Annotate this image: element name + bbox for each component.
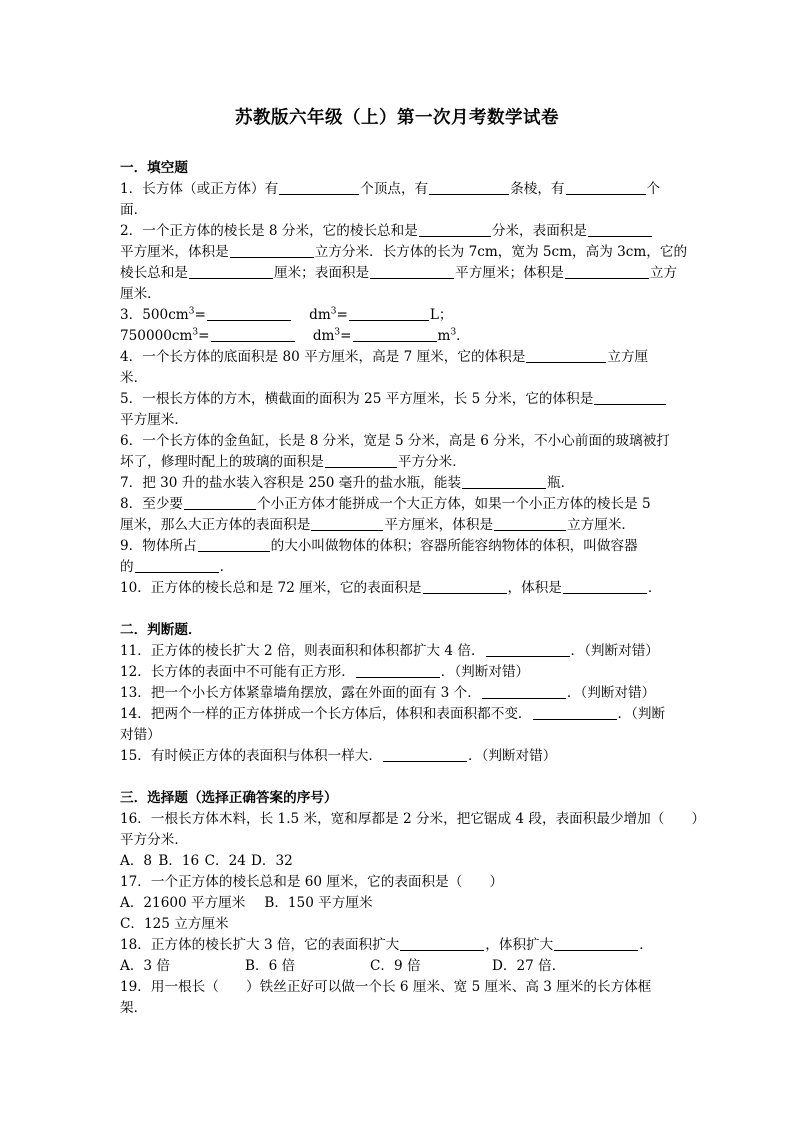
section-fill-heading: 一．填空题 — [120, 160, 188, 176]
option-d[interactable]: D．27 倍． — [492, 958, 566, 974]
question-8-cont: 厘米，那么大正方体的表面积是 平方厘米，体积是 立方厘米． — [120, 517, 636, 533]
option-a[interactable]: A．8 — [120, 853, 153, 869]
question-18: 18．正方体的棱长扩大 3 倍，它的表面积扩大 ，体积扩大 ． — [120, 937, 653, 953]
option-c[interactable]: C．125 立方厘米 — [120, 916, 229, 932]
question-2-cont-3: 厘米． — [120, 286, 161, 302]
question-5: 5．一根长方体的方木，横截面的面积为 25 平方厘米，长 5 分米，它的体积是 — [120, 389, 678, 410]
question-14-cont: 对错） — [120, 727, 161, 743]
option-b[interactable]: B．16 — [158, 853, 200, 869]
answer-blank[interactable] — [594, 390, 666, 405]
answer-blank[interactable] — [588, 222, 652, 237]
question-19-cont: 架． — [120, 1000, 148, 1016]
answer-blank[interactable] — [383, 747, 467, 762]
answer-blank[interactable] — [353, 327, 437, 342]
question-16: 16．一根长方体木料，长 1.5 米，宽和厚都是 2 分米，把它锯成 4 段，表面积最少增加（ ） — [120, 811, 706, 827]
question-13: 13．把一个小长方体紧靠墙角摆放，露在外面的面有 3 个． ．（判断对错） — [120, 685, 656, 701]
answer-blank[interactable] — [135, 558, 219, 573]
answer-blank[interactable] — [198, 537, 270, 552]
answer-blank[interactable] — [526, 348, 606, 363]
option-c[interactable]: C．24 — [204, 853, 246, 869]
answer-blank[interactable] — [370, 264, 454, 279]
question-4-cont: 米． — [120, 370, 148, 386]
question-17-options-cont — [120, 914, 678, 935]
answer-blank[interactable] — [211, 327, 295, 342]
answer-blank[interactable] — [554, 936, 638, 951]
question-9: 9．物体所占 的大小叫做物体的体积；容器所能容纳物体的体积，叫做容器 — [120, 538, 638, 554]
answer-blank[interactable] — [311, 516, 383, 531]
answer-blank[interactable] — [423, 579, 507, 594]
question-10: 10．正方体的棱长总和是 72 厘米，它的表面积是 ，体积是 ． — [120, 580, 662, 596]
option-b[interactable]: B．6 倍 — [245, 958, 296, 974]
question-14: 14．把两个一样的正方体拼成一个长方体后，体积和表面积都不变． ．（判断 — [120, 706, 666, 722]
question-8: 8．至少要 个小正方体才能拼成一个大正方体，如果一个小正方体的棱长是 5 — [120, 496, 651, 512]
question-15: 15．有时候正方体的表面积与体积一样大． ．（判断对错） — [120, 748, 557, 764]
question-3: 3．$500cm^3=$ $dm^3= L$； — [120, 306, 453, 323]
question-17: 17．一个正方体的棱长总和是 60 厘米，它的表面积是（ ） — [120, 874, 504, 890]
option-b[interactable]: B．150 平方厘米 — [264, 895, 373, 911]
answer-blank[interactable] — [494, 516, 566, 531]
option-a[interactable]: A．3 倍 — [120, 958, 170, 974]
question-6-cont: 坏了，修理时配上的玻璃的面积是 平方分米． — [120, 454, 466, 470]
answer-blank[interactable] — [356, 663, 440, 678]
question-18-options — [120, 956, 678, 977]
answer-blank[interactable] — [279, 180, 359, 195]
question-2-cont-2: 棱长总和是 厘米；表面积是 平方厘米；体积是 立方 — [120, 265, 678, 281]
question-5-cont: 平方厘米． — [120, 412, 188, 428]
exam-content — [120, 158, 706, 1019]
question-4: 4．一个长方体的底面积是 80 平方厘米，高是 7 厘米，它的体积是 立方厘 — [120, 349, 649, 365]
answer-blank[interactable] — [184, 495, 256, 510]
answer-blank[interactable] — [230, 243, 314, 258]
answer-blank[interactable] — [486, 642, 570, 657]
question-17-options — [120, 893, 678, 914]
question-11: 11．正方体的棱长扩大 2 倍，则表面积和体积都扩大 4 倍． ．（判断对错） — [120, 643, 659, 659]
question-9-cont: 的 ． — [120, 559, 234, 575]
question-2-cont-1: 平方厘米，体积是 立方分米．长方体的长为 7cm，宽为 5cm，高为 3cm，它的 — [120, 244, 688, 260]
question-1-cont: 面． — [120, 202, 148, 218]
answer-blank[interactable] — [189, 264, 273, 279]
answer-blank[interactable] — [400, 936, 484, 951]
section-choice-heading: 三．选择题（选择正确答案的序号） — [120, 790, 338, 806]
question-3-cont: $750000cm^3=$ $dm^3= m^3$． — [120, 327, 470, 344]
answer-blank[interactable] — [325, 453, 397, 468]
option-a[interactable]: A．21600 平方厘米 — [120, 895, 246, 911]
page-title: 苏教版六年级（上）第一次月考数学试卷 — [235, 108, 559, 128]
question-12: 12．长方体的表面中不可能有正方形． ．（判断对错） — [120, 664, 530, 680]
answer-blank[interactable] — [565, 264, 649, 279]
question-6: 6．一个长方体的金鱼缸，长是 8 分米，宽是 5 分米，高是 6 分米，不小心前面的玻璃被打 — [120, 433, 670, 449]
question-16-cont: 平方分米． — [120, 832, 188, 848]
answer-blank[interactable] — [207, 306, 291, 321]
answer-blank[interactable] — [462, 474, 546, 489]
option-c[interactable]: C．9 倍 — [370, 958, 421, 974]
question-16-options — [120, 851, 678, 872]
question-7: 7．把 30 升的盐水装入容积是 250 毫升的盐水瓶，能装 瓶． — [120, 475, 575, 491]
answer-blank[interactable] — [563, 579, 647, 594]
answer-blank[interactable] — [566, 180, 646, 195]
option-d[interactable]: D．32 — [250, 853, 293, 869]
answer-blank[interactable] — [429, 180, 509, 195]
section-judge-heading: 二．判断题． — [120, 622, 202, 638]
answer-blank[interactable] — [349, 306, 429, 321]
answer-blank[interactable] — [482, 684, 566, 699]
question-19: 19．用一根长（ ）铁丝正好可以做一个长 6 厘米、宽 5 厘米、高 3 厘米的长方体框 — [120, 979, 652, 995]
answer-blank[interactable] — [419, 222, 491, 237]
question-2: 2．一个正方体的棱长是 8 分米，它的棱长总和是 分米，表面积是 — [120, 221, 678, 242]
question-1: 1．长方体（或正方体）有 个顶点，有 条棱，有 个 — [120, 181, 661, 197]
answer-blank[interactable] — [533, 705, 617, 720]
